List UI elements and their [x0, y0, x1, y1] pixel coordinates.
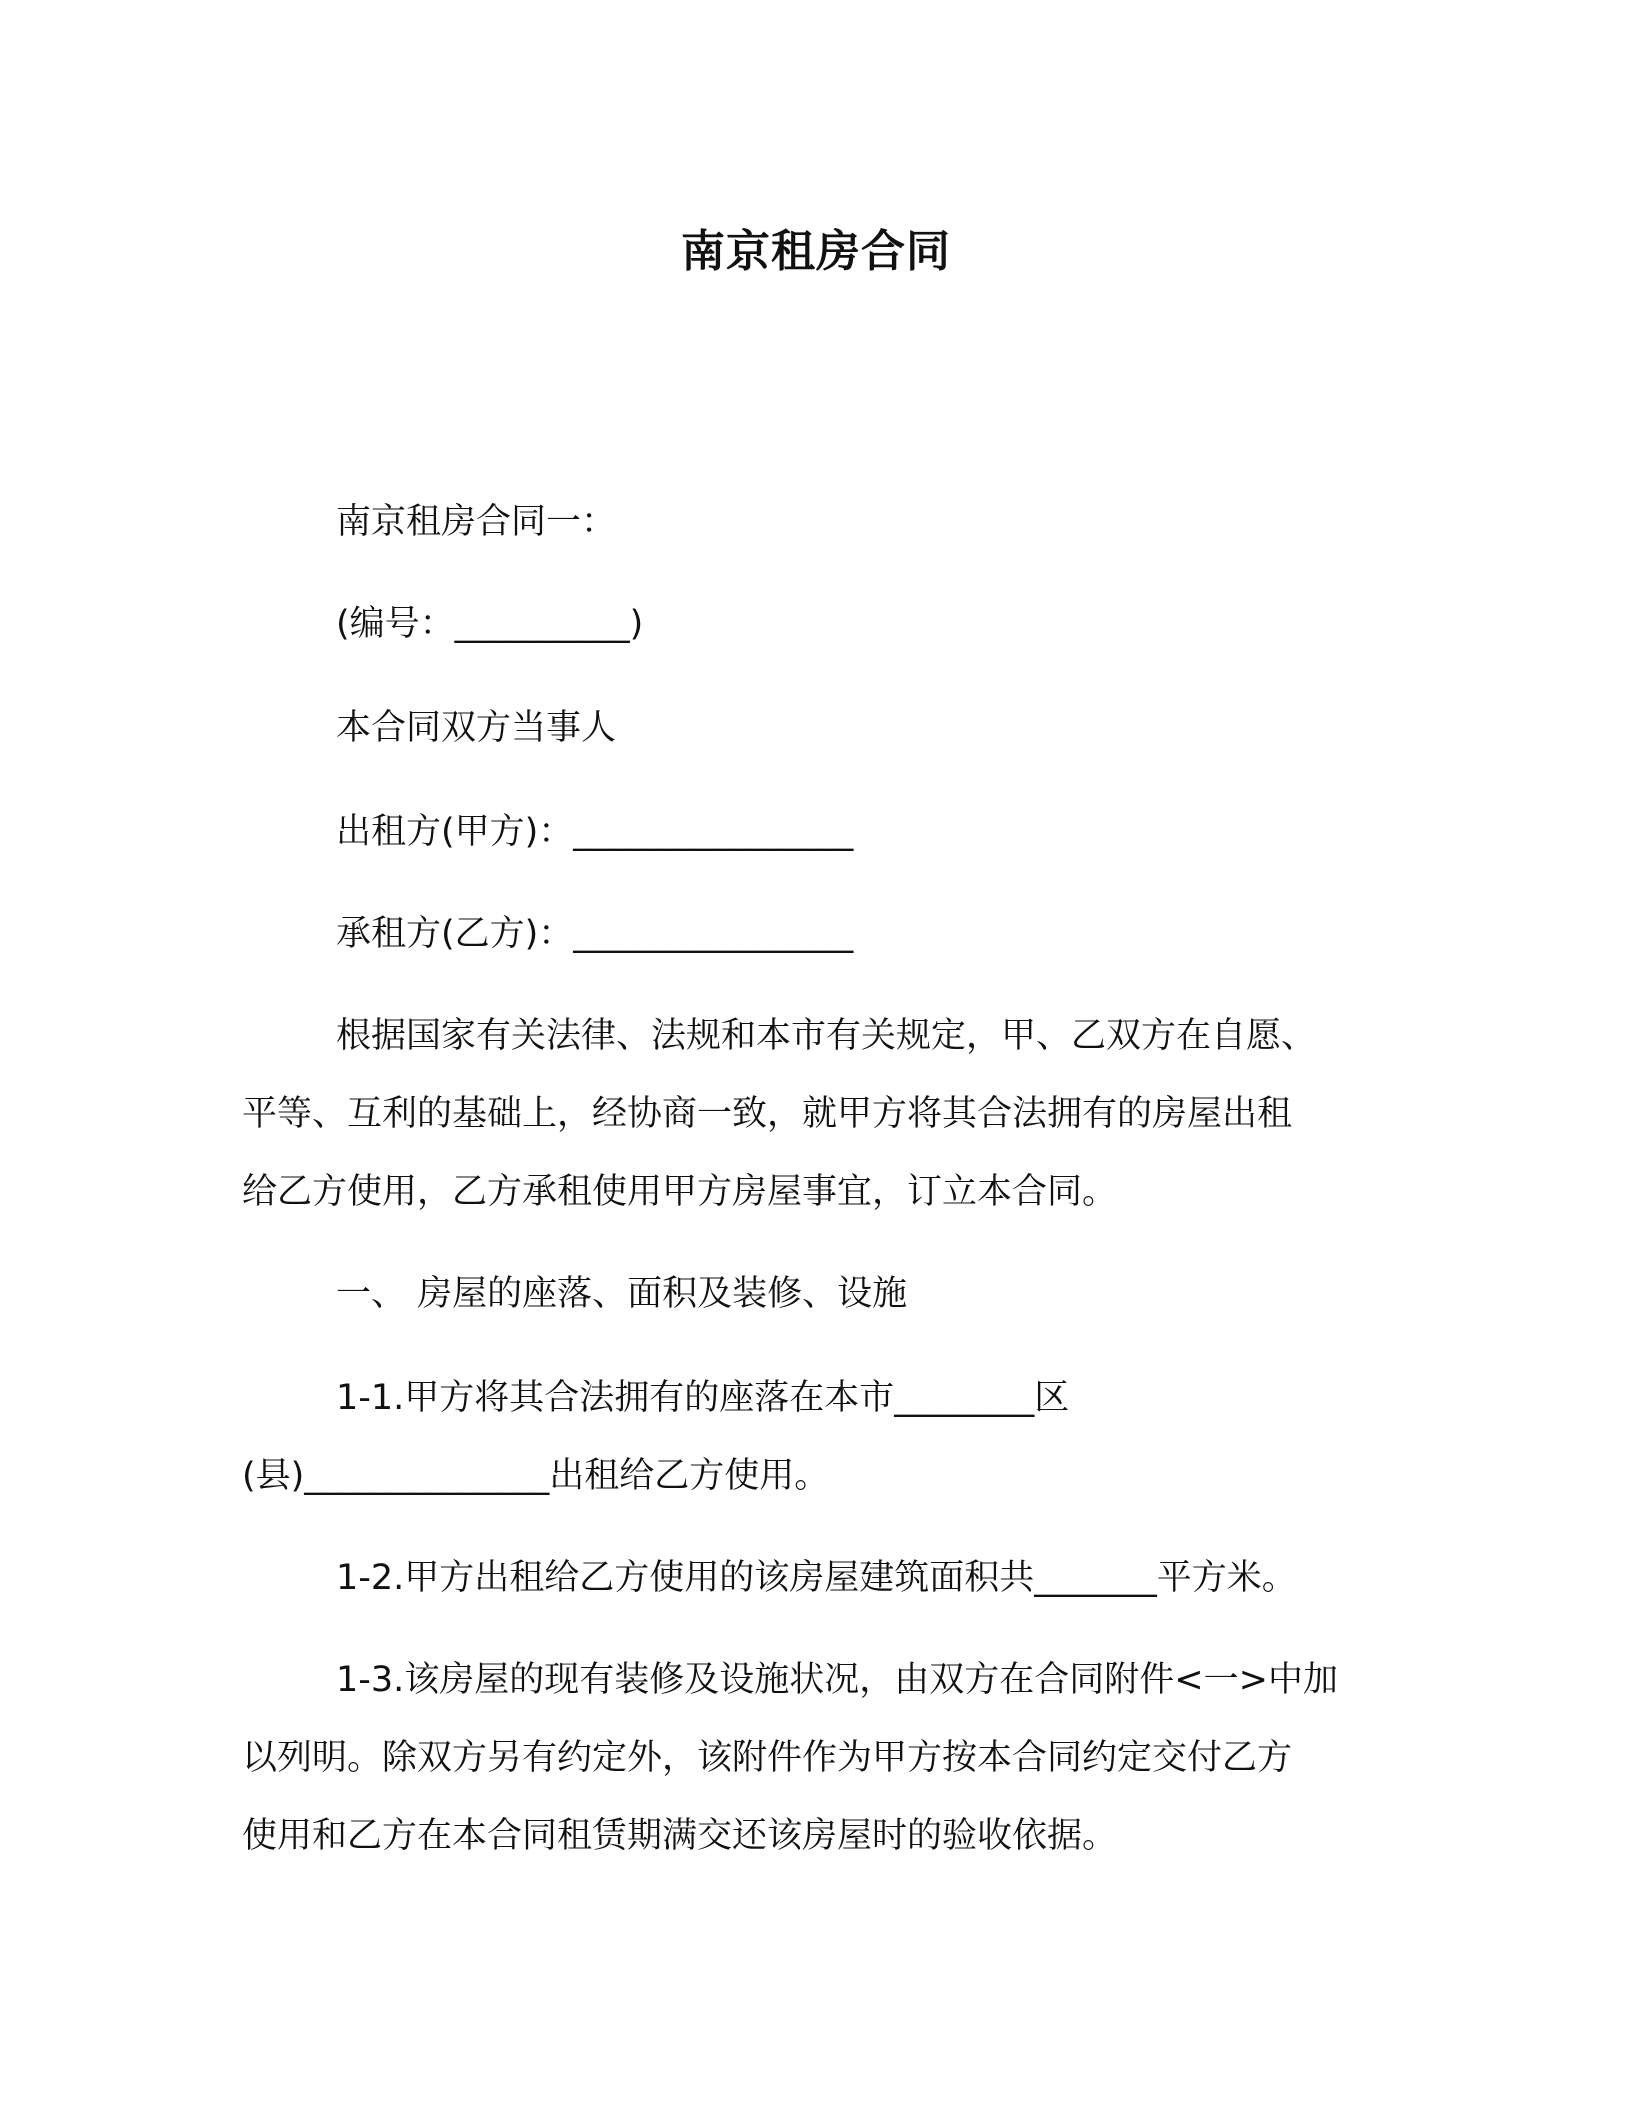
contract-number-line: (编号：__________) — [336, 604, 644, 644]
clause-1-3-line-1: 1-3.该房屋的现有装修及设施状况，由双方在合同附件<一>中加 — [336, 1660, 1338, 1700]
preamble-line-1: 根据国家有关法律、法规和本市有关规定，甲、乙双方在自愿、 — [336, 1016, 1317, 1056]
section-1-heading: 一、 房屋的座落、面积及装修、设施 — [336, 1274, 908, 1314]
clause-1-1-line-1: 1-1.甲方将其合法拥有的座落在本市________区 — [336, 1378, 1070, 1418]
clause-1-3-line-3: 使用和乙方在本合同租赁期满交还该房屋时的验收依据。 — [242, 1816, 1118, 1856]
document-title: 南京租房合同 — [681, 226, 951, 277]
parties-heading: 本合同双方当事人 — [336, 708, 617, 748]
preamble-line-2: 平等、互利的基础上，经协商一致，就甲方将其合法拥有的房屋出租 — [242, 1094, 1293, 1134]
clause-1-2: 1-2.甲方出租给乙方使用的该房屋建筑面积共_______平方米。 — [336, 1558, 1297, 1598]
clause-1-1-line-2: (县)______________出租给乙方使用。 — [242, 1456, 830, 1496]
lessor-line: 出租方(甲方)：________________ — [336, 812, 854, 852]
contract-subtitle: 南京租房合同一： — [336, 502, 617, 542]
preamble-line-3: 给乙方使用，乙方承租使用甲方房屋事宜，订立本合同。 — [242, 1172, 1118, 1212]
clause-1-3-line-2: 以列明。除双方另有约定外，该附件作为甲方按本合同约定交付乙方 — [242, 1738, 1293, 1778]
lessee-line: 承租方(乙方)：________________ — [336, 914, 854, 954]
